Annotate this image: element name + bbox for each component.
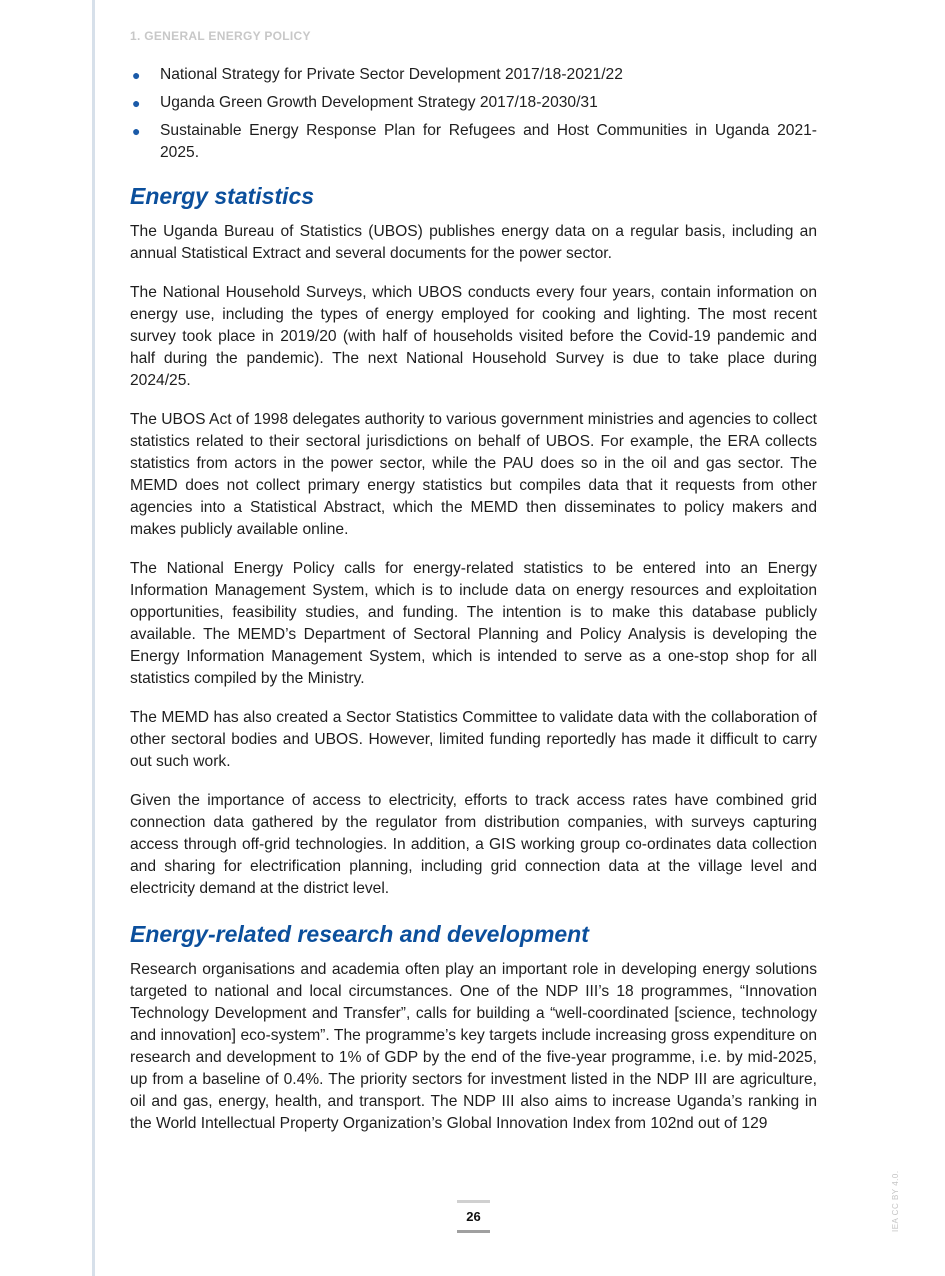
paragraph: The National Energy Policy calls for energy-related statistics to be entered into an Energy Information Management System, which is to include data on energy resources and exploitation opportunities, feasibility studies, and funding. The intention is to make this database publicly available. The MEMD’s Department of Sectoral Planning and Policy Analysis is developing the Energy Information Management System, which is intended to serve as a one-stop shop for all statistics compiled by the Ministry. bbox=[130, 560, 817, 687]
list-item bbox=[130, 120, 817, 164]
list-item bbox=[130, 92, 817, 114]
page-number: 26 bbox=[457, 1200, 490, 1233]
license-note: IEA CC BY 4.0. bbox=[891, 1170, 900, 1232]
paragraph: Given the importance of access to electricity, efforts to track access rates have combined grid connection data gathered by the regulator from distribution companies, with surveys capturing access through off-grid technologies. In addition, a GIS working group co-ordinates data collection and sharing for electrification planning, including grid connection data at the village level and electricity demand at the district level. bbox=[130, 792, 817, 897]
paragraph: Research organisations and academia often play an important role in developing energy solutions targeted to national and local circumstances. One of the NDP III’s 18 programmes, “Innovation Technology Development and Transfer”, calls for building a “well-coordinated [science, technology and innovation] eco-system”. The programme’s key targets include increasing gross expenditure on research and development to 1% of GDP by the end of the five-year programme, i.e. by mid-2025, up from a baseline of 0.4%. The priority sectors for investment listed in the NDP III are agriculture, oil and gas, energy, health, and transport. The NDP III also aims to increase Uganda’s ranking in the World Intellectual Property Organization’s Global Innovation Index from 102nd out of 129 bbox=[130, 961, 817, 1132]
section-heading-research-development: Energy-related research and development bbox=[130, 921, 589, 947]
list-item-text: Sustainable Energy Response Plan for Refugees and Host Communities in Uganda 2021-2025. bbox=[160, 122, 817, 161]
paragraph: The UBOS Act of 1998 delegates authority to various government ministries and agencies to collect statistics related to their sectoral jurisdictions on behalf of UBOS. For example, the ERA collects statistics from actors in the power sector, while the PAU does so in the oil and gas sector. The MEMD does not collect primary energy statistics but compiles data that it requests from other agencies into a Statistical Abstract, which the MEMD then disseminates to policy makers and makes publicly available online. bbox=[130, 411, 817, 538]
paragraph: The Uganda Bureau of Statistics (UBOS) publishes energy data on a regular basis, including an annual Statistical Extract and several documents for the power sector. bbox=[130, 223, 817, 262]
bullet-icon: ● bbox=[132, 67, 141, 83]
bullet-icon: ● bbox=[132, 95, 141, 111]
section-heading-energy-statistics: Energy statistics bbox=[130, 183, 315, 209]
page-content bbox=[130, 64, 817, 1135]
list-item-text: National Strategy for Private Sector Development 2017/18-2021/22 bbox=[160, 66, 623, 83]
running-header: 1. GENERAL ENERGY POLICY bbox=[130, 29, 311, 43]
paragraph: The National Household Surveys, which UBOS conducts every four years, contain information on energy use, including the types of energy employed for cooking and lighting. The most recent survey took place in 2019/20 (with half of households visited before the Covid-19 pandemic and half during the pandemic). The next National Household Survey is due to take place during 2024/25. bbox=[130, 284, 817, 389]
list-item bbox=[130, 64, 817, 86]
bullet-icon: ● bbox=[132, 123, 141, 139]
bullet-list bbox=[130, 64, 817, 164]
list-item-text: Uganda Green Growth Development Strategy 2017/18-2030/31 bbox=[160, 94, 598, 111]
margin-rule bbox=[92, 0, 95, 1276]
paragraph: The MEMD has also created a Sector Statistics Committee to validate data with the collaboration of other sectoral bodies and UBOS. However, limited funding reportedly has made it difficult to carry out such work. bbox=[130, 709, 817, 770]
